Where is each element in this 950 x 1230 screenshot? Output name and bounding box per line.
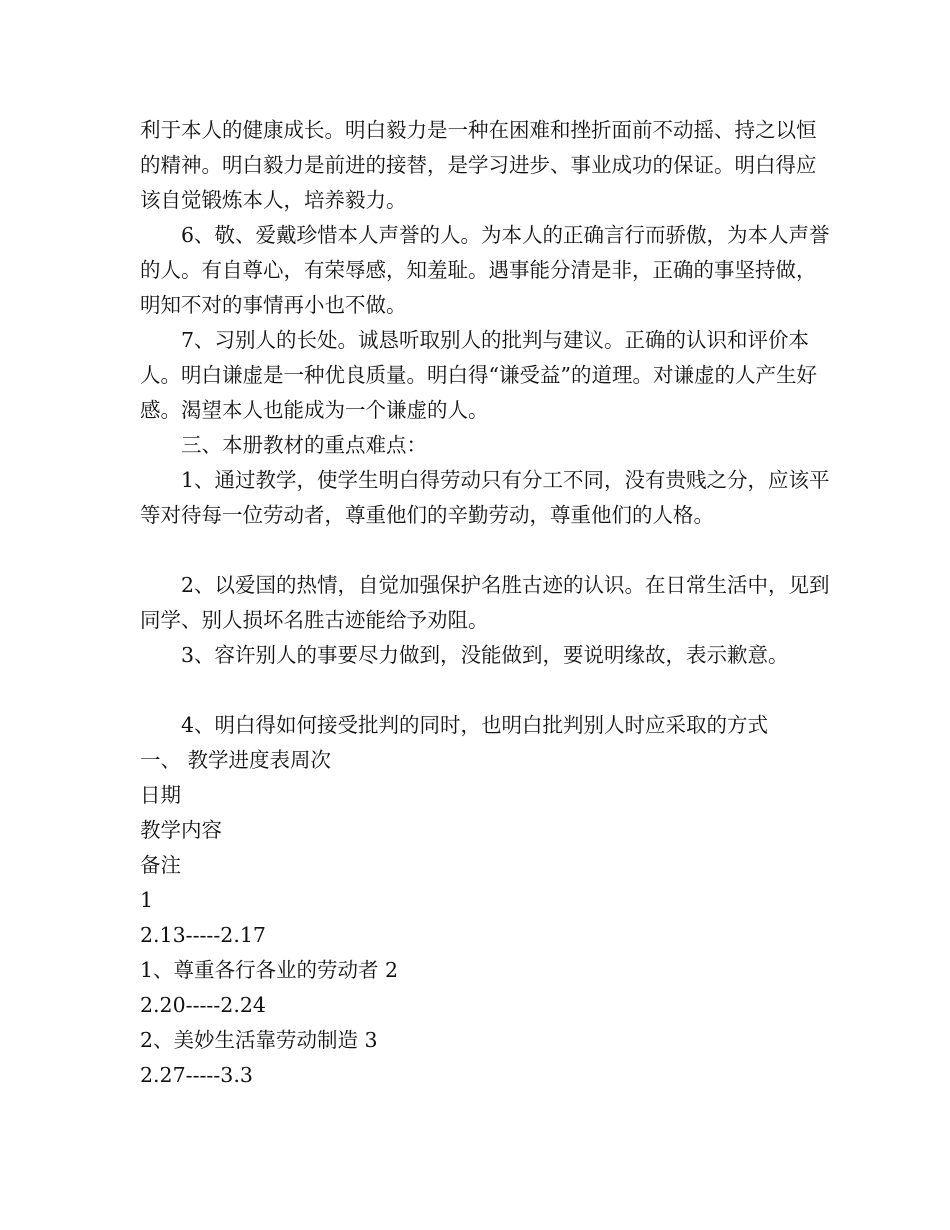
paragraph-item-7: 7、习别人的长处。诚恳听取别人的批判与建议。正确的认识和评价本人。明白谦虚是一种优良质量。明白得“谦受益”的道理。对谦虚的人产生好感。渴望本人也能成为一个谦虚的人。 (140, 328, 817, 422)
schedule-date-range: 2.13-----2.17 (140, 923, 266, 947)
schedule-date-range: 2.20-----2.24 (140, 993, 266, 1017)
blank-line (140, 673, 830, 708)
blank-line (140, 533, 830, 568)
paragraph-item-6: 6、敬、爱戴珍惜本人声誉的人。为本人的正确言行而骄傲，为本人声誉的人。有自尊心，有荣辱感，知羞耻。遇事能分清是非，正确的事坚持做，明知不对的事情再小也不做。 (140, 223, 830, 317)
paragraph-key-point-2: 2、以爱国的热情，自觉加强保护名胜古迹的认识。在日常生活中，见到同学、别人损坏名胜古迹能给予劝阻。 (140, 573, 830, 632)
schedule-heading: 一、 教学进度表周次 (140, 748, 332, 772)
schedule-week-number: 1 (140, 888, 154, 912)
schedule-column-notes: 备注 (140, 853, 181, 877)
schedule-lesson: 1、尊重各行各业的劳动者 2 (140, 958, 399, 982)
section-heading-key-points: 三、本册教材的重点难点： (181, 433, 427, 457)
paragraph-key-point-4: 4、明白得如何接受批判的同时，也明白批判别人时应采取的方式 (181, 713, 769, 737)
schedule-lesson: 2、美妙生活靠劳动制造 3 (140, 1028, 378, 1052)
schedule-column-date: 日期 (140, 783, 181, 807)
paragraph-key-point-1: 1、通过教学，使学生明白得劳动只有分工不同，没有贵贱之分，应该平等对待每一位劳动者，尊重他们的辛勤劳动，尊重他们的人格。 (140, 468, 830, 527)
paragraph-key-point-3: 3、容许别人的事要尽力做到，没能做到，要说明缘故，表示歉意。 (181, 643, 789, 667)
schedule-date-range: 2.27-----3.3 (140, 1063, 253, 1087)
schedule-column-content: 教学内容 (140, 818, 222, 842)
document-body (140, 113, 830, 1093)
paragraph-perseverance: 利于本人的健康成长。明白毅力是一种在困难和挫折面前不动摇、持之以恒的精神。明白毅力是前进的接替，是学习进步、事业成功的保证。明白得应该自觉锻炼本人，培养毅力。 (140, 118, 817, 212)
